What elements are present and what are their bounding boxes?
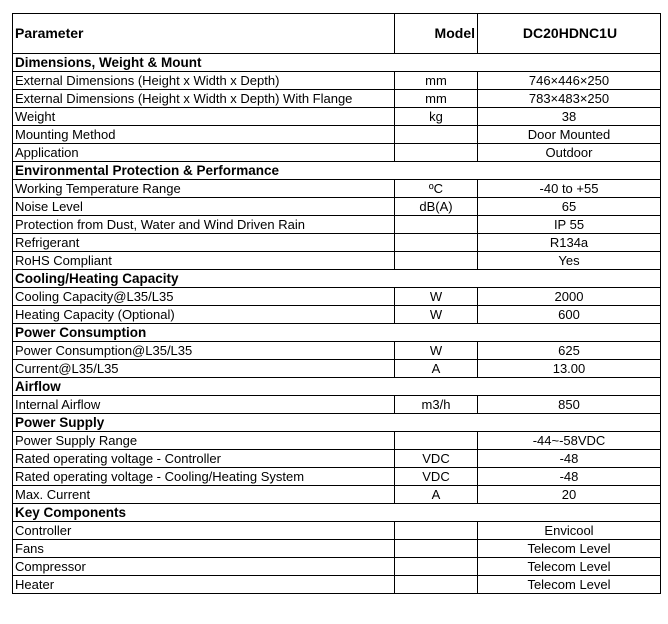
unit-cell: m3/h [395, 396, 478, 414]
param-label: Protection from Dust, Water and Wind Driven Rain [13, 216, 395, 234]
table-row [13, 180, 661, 198]
table-row [13, 558, 661, 576]
param-label: Cooling Capacity@L35/L35 [13, 288, 395, 306]
param-label: Fans [13, 540, 395, 558]
value-cell: -48 [478, 468, 661, 486]
table-row [13, 342, 661, 360]
value-cell: Door Mounted [478, 126, 661, 144]
table-row [13, 306, 661, 324]
section-header-row [13, 414, 661, 432]
param-label: Weight [13, 108, 395, 126]
section-header-row [13, 378, 661, 396]
unit-cell: A [395, 360, 478, 378]
section-title: Airflow [13, 378, 661, 396]
value-cell: Telecom Level [478, 576, 661, 594]
table-row [13, 576, 661, 594]
section-header-row [13, 54, 661, 72]
unit-cell [395, 144, 478, 162]
table-row [13, 468, 661, 486]
value-cell: Telecom Level [478, 558, 661, 576]
section-title: Dimensions, Weight & Mount [13, 54, 661, 72]
section-header-row [13, 324, 661, 342]
unit-cell: mm [395, 72, 478, 90]
section-title: Environmental Protection & Performance [13, 162, 661, 180]
section-header-row [13, 270, 661, 288]
unit-cell: VDC [395, 468, 478, 486]
unit-cell: VDC [395, 450, 478, 468]
value-cell: R134a [478, 234, 661, 252]
param-label: Internal Airflow [13, 396, 395, 414]
value-cell: 600 [478, 306, 661, 324]
model-value: DC20HDNC1U [478, 14, 661, 54]
param-label: Max. Current [13, 486, 395, 504]
table-row [13, 90, 661, 108]
section-header-row [13, 504, 661, 522]
value-cell: IP 55 [478, 216, 661, 234]
unit-cell: A [395, 486, 478, 504]
param-label: Current@L35/L35 [13, 360, 395, 378]
table-row [13, 144, 661, 162]
section-title: Power Consumption [13, 324, 661, 342]
param-label: Rated operating voltage - Controller [13, 450, 395, 468]
value-cell: 20 [478, 486, 661, 504]
parameter-header: Parameter [13, 14, 395, 54]
value-cell: 850 [478, 396, 661, 414]
table-row [13, 108, 661, 126]
table-row [13, 234, 661, 252]
table-row [13, 126, 661, 144]
unit-cell [395, 234, 478, 252]
value-cell: 13.00 [478, 360, 661, 378]
table-row [13, 72, 661, 90]
table-row [13, 252, 661, 270]
value-cell: 625 [478, 342, 661, 360]
table-row [13, 486, 661, 504]
table-header-row [13, 14, 661, 54]
table-row [13, 522, 661, 540]
section-title: Power Supply [13, 414, 661, 432]
value-cell: 38 [478, 108, 661, 126]
param-label: Application [13, 144, 395, 162]
table-row [13, 432, 661, 450]
value-cell: -44~-58VDC [478, 432, 661, 450]
section-title: Cooling/Heating Capacity [13, 270, 661, 288]
value-cell: Yes [478, 252, 661, 270]
unit-cell [395, 432, 478, 450]
table-row [13, 198, 661, 216]
param-label: Heating Capacity (Optional) [13, 306, 395, 324]
unit-cell: mm [395, 90, 478, 108]
table-row [13, 396, 661, 414]
unit-cell: W [395, 288, 478, 306]
value-cell: Telecom Level [478, 540, 661, 558]
table-row [13, 288, 661, 306]
unit-cell: dB(A) [395, 198, 478, 216]
unit-cell [395, 576, 478, 594]
param-label: External Dimensions (Height x Width x Depth) With Flange [13, 90, 395, 108]
unit-cell [395, 558, 478, 576]
table-row [13, 450, 661, 468]
param-label: Noise Level [13, 198, 395, 216]
table-row [13, 540, 661, 558]
unit-cell: W [395, 306, 478, 324]
value-cell: -40 to +55 [478, 180, 661, 198]
table-row [13, 360, 661, 378]
value-cell: 783×483×250 [478, 90, 661, 108]
param-label: Power Supply Range [13, 432, 395, 450]
unit-cell: W [395, 342, 478, 360]
value-cell: -48 [478, 450, 661, 468]
param-label: Power Consumption@L35/L35 [13, 342, 395, 360]
param-label: Refrigerant [13, 234, 395, 252]
param-label: Compressor [13, 558, 395, 576]
spec-table-body [13, 54, 661, 594]
section-header-row [13, 162, 661, 180]
unit-cell [395, 252, 478, 270]
value-cell: 2000 [478, 288, 661, 306]
model-header: Model [395, 14, 478, 54]
unit-cell [395, 216, 478, 234]
value-cell: Outdoor [478, 144, 661, 162]
unit-cell: kg [395, 108, 478, 126]
unit-cell: ºC [395, 180, 478, 198]
param-label: Heater [13, 576, 395, 594]
value-cell: Envicool [478, 522, 661, 540]
param-label: RoHS Compliant [13, 252, 395, 270]
param-label: Rated operating voltage - Cooling/Heating System [13, 468, 395, 486]
param-label: Working Temperature Range [13, 180, 395, 198]
value-cell: 65 [478, 198, 661, 216]
param-label: External Dimensions (Height x Width x Depth) [13, 72, 395, 90]
section-title: Key Components [13, 504, 661, 522]
param-label: Mounting Method [13, 126, 395, 144]
unit-cell [395, 522, 478, 540]
value-cell: 746×446×250 [478, 72, 661, 90]
unit-cell [395, 540, 478, 558]
table-row [13, 216, 661, 234]
param-label: Controller [13, 522, 395, 540]
spec-table [12, 13, 661, 594]
unit-cell [395, 126, 478, 144]
